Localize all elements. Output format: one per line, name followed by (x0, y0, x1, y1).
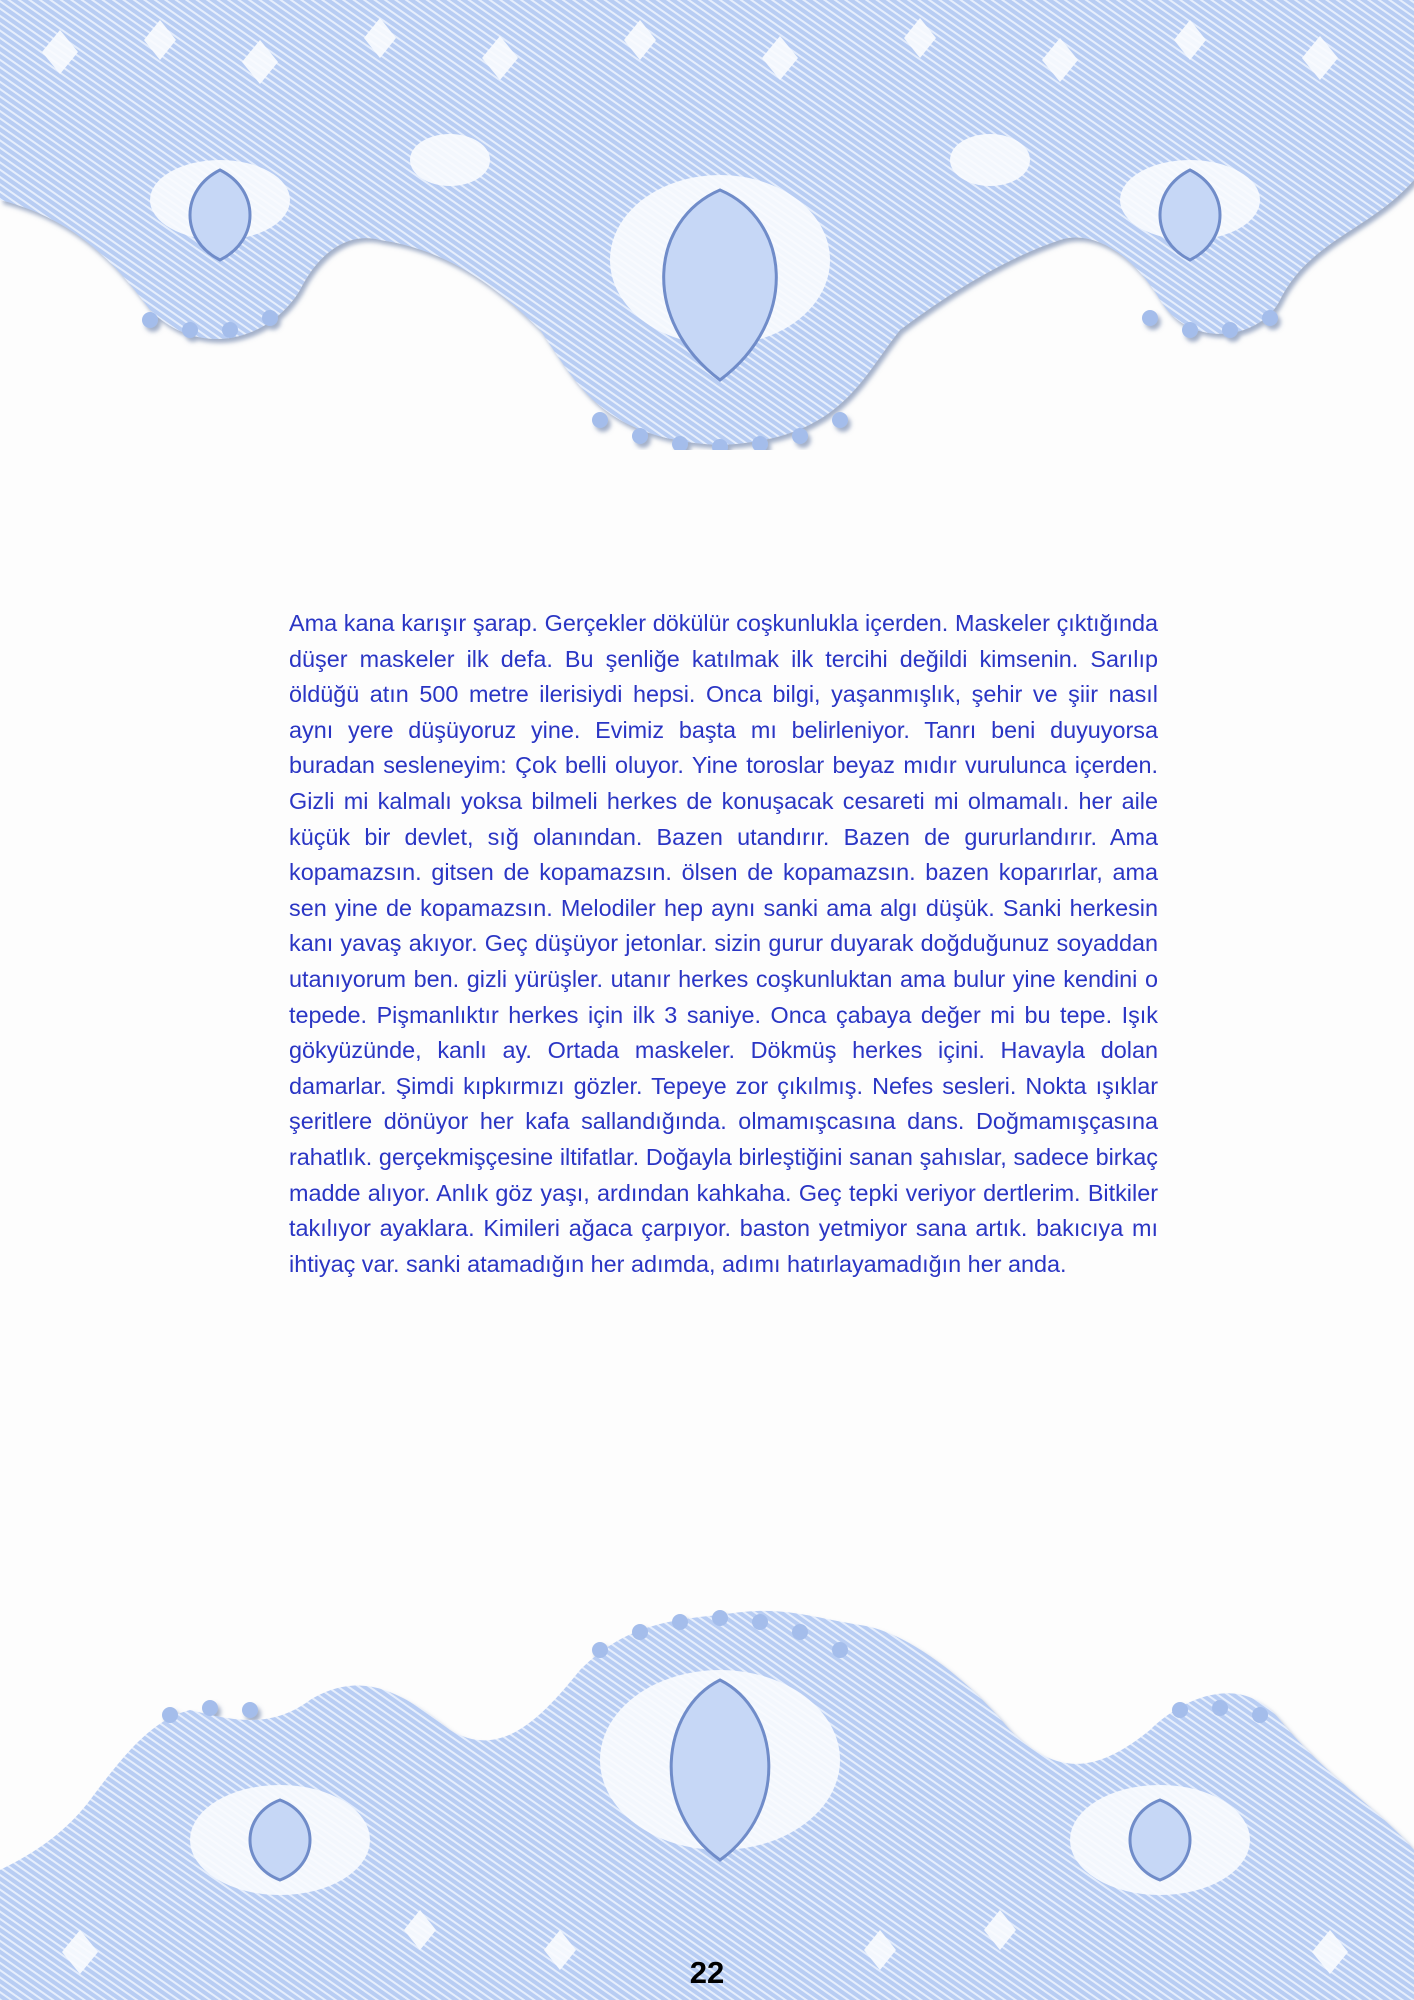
page-number: 22 (689, 1955, 725, 1990)
lace-border-bottom (0, 1610, 1414, 2000)
body-paragraph: Ama kana karışır şarap. Gerçekler dökülür coşkunlukla içerden. Maskeler çıktığında düşer maskeler ilk defa. Bu şenliğe katılmak ilk tercihi değildi kimsenin. Sarılıp öldüğü atın 500 metre ilerisiydi hepsi. Onca bilgi, yaşanmışlık, şehir ve şiir nasıl aynı yere düşüyoruz yine. Evimiz başta mı belirleniyor. Tanrı beni duyuyorsa buradan sesleneyim: Çok belli oluyor. Yine toroslar beyaz mıdır vurulunca içerden. Gizli mi kalmalı yoksa bilmeli herkes de konuşacak cesareti mi olmamalı. her aile küçük bir devlet, sığ olanından. Bazen utandırır. Bazen de gururlandırır. Ama kopamazsın. gitsen de kopamazsın. ölsen de kopamazsın. bazen koparırlar, ama sen yine de kopamazsın. Melodiler hep aynı sanki ama algı düşük. Sanki herkesin kanı yavaş akıyor. Geç düşüyor jetonlar. sizin gurur duyarak doğduğunuz soyaddan utanıyorum ben. gizli yürüşler. utanır herkes coşkunluktan ama bulur yine kendini o tepede. Pişmanlıktır herkes için ilk 3 saniye. Onca çabaya değer mi bu tepe. Işık gökyüzünde, kanlı ay. Ortada maskeler. Dökmüş herkes içini. Havayla dolan damarlar. Şimdi kıpkırmızı gözler. Tepeye zor çıkılmış. Nefes sesleri. Nokta ışıklar şeritlere dönüyor her kafa sallandığında. olmamışcasına dans. Doğmamışçasına rahatlık. gerçekmişçesine iltifatlar. Doğayla birleştiğini sanan şahıslar, sadece birkaç madde alıyor. Anlık göz yaşı, ardından kahkaha. Geç tepki veriyor dertlerim. Bitkiler takılıyor ayaklara. Kimileri ağaca çarpıyor. baston yetmiyor sana artık. bakıcıya mı ihtiyaç var. sanki atamadığın her adımda, adımı hatırlayamadığın her anda. (289, 610, 1158, 1277)
lace-border-top (0, 0, 1414, 450)
